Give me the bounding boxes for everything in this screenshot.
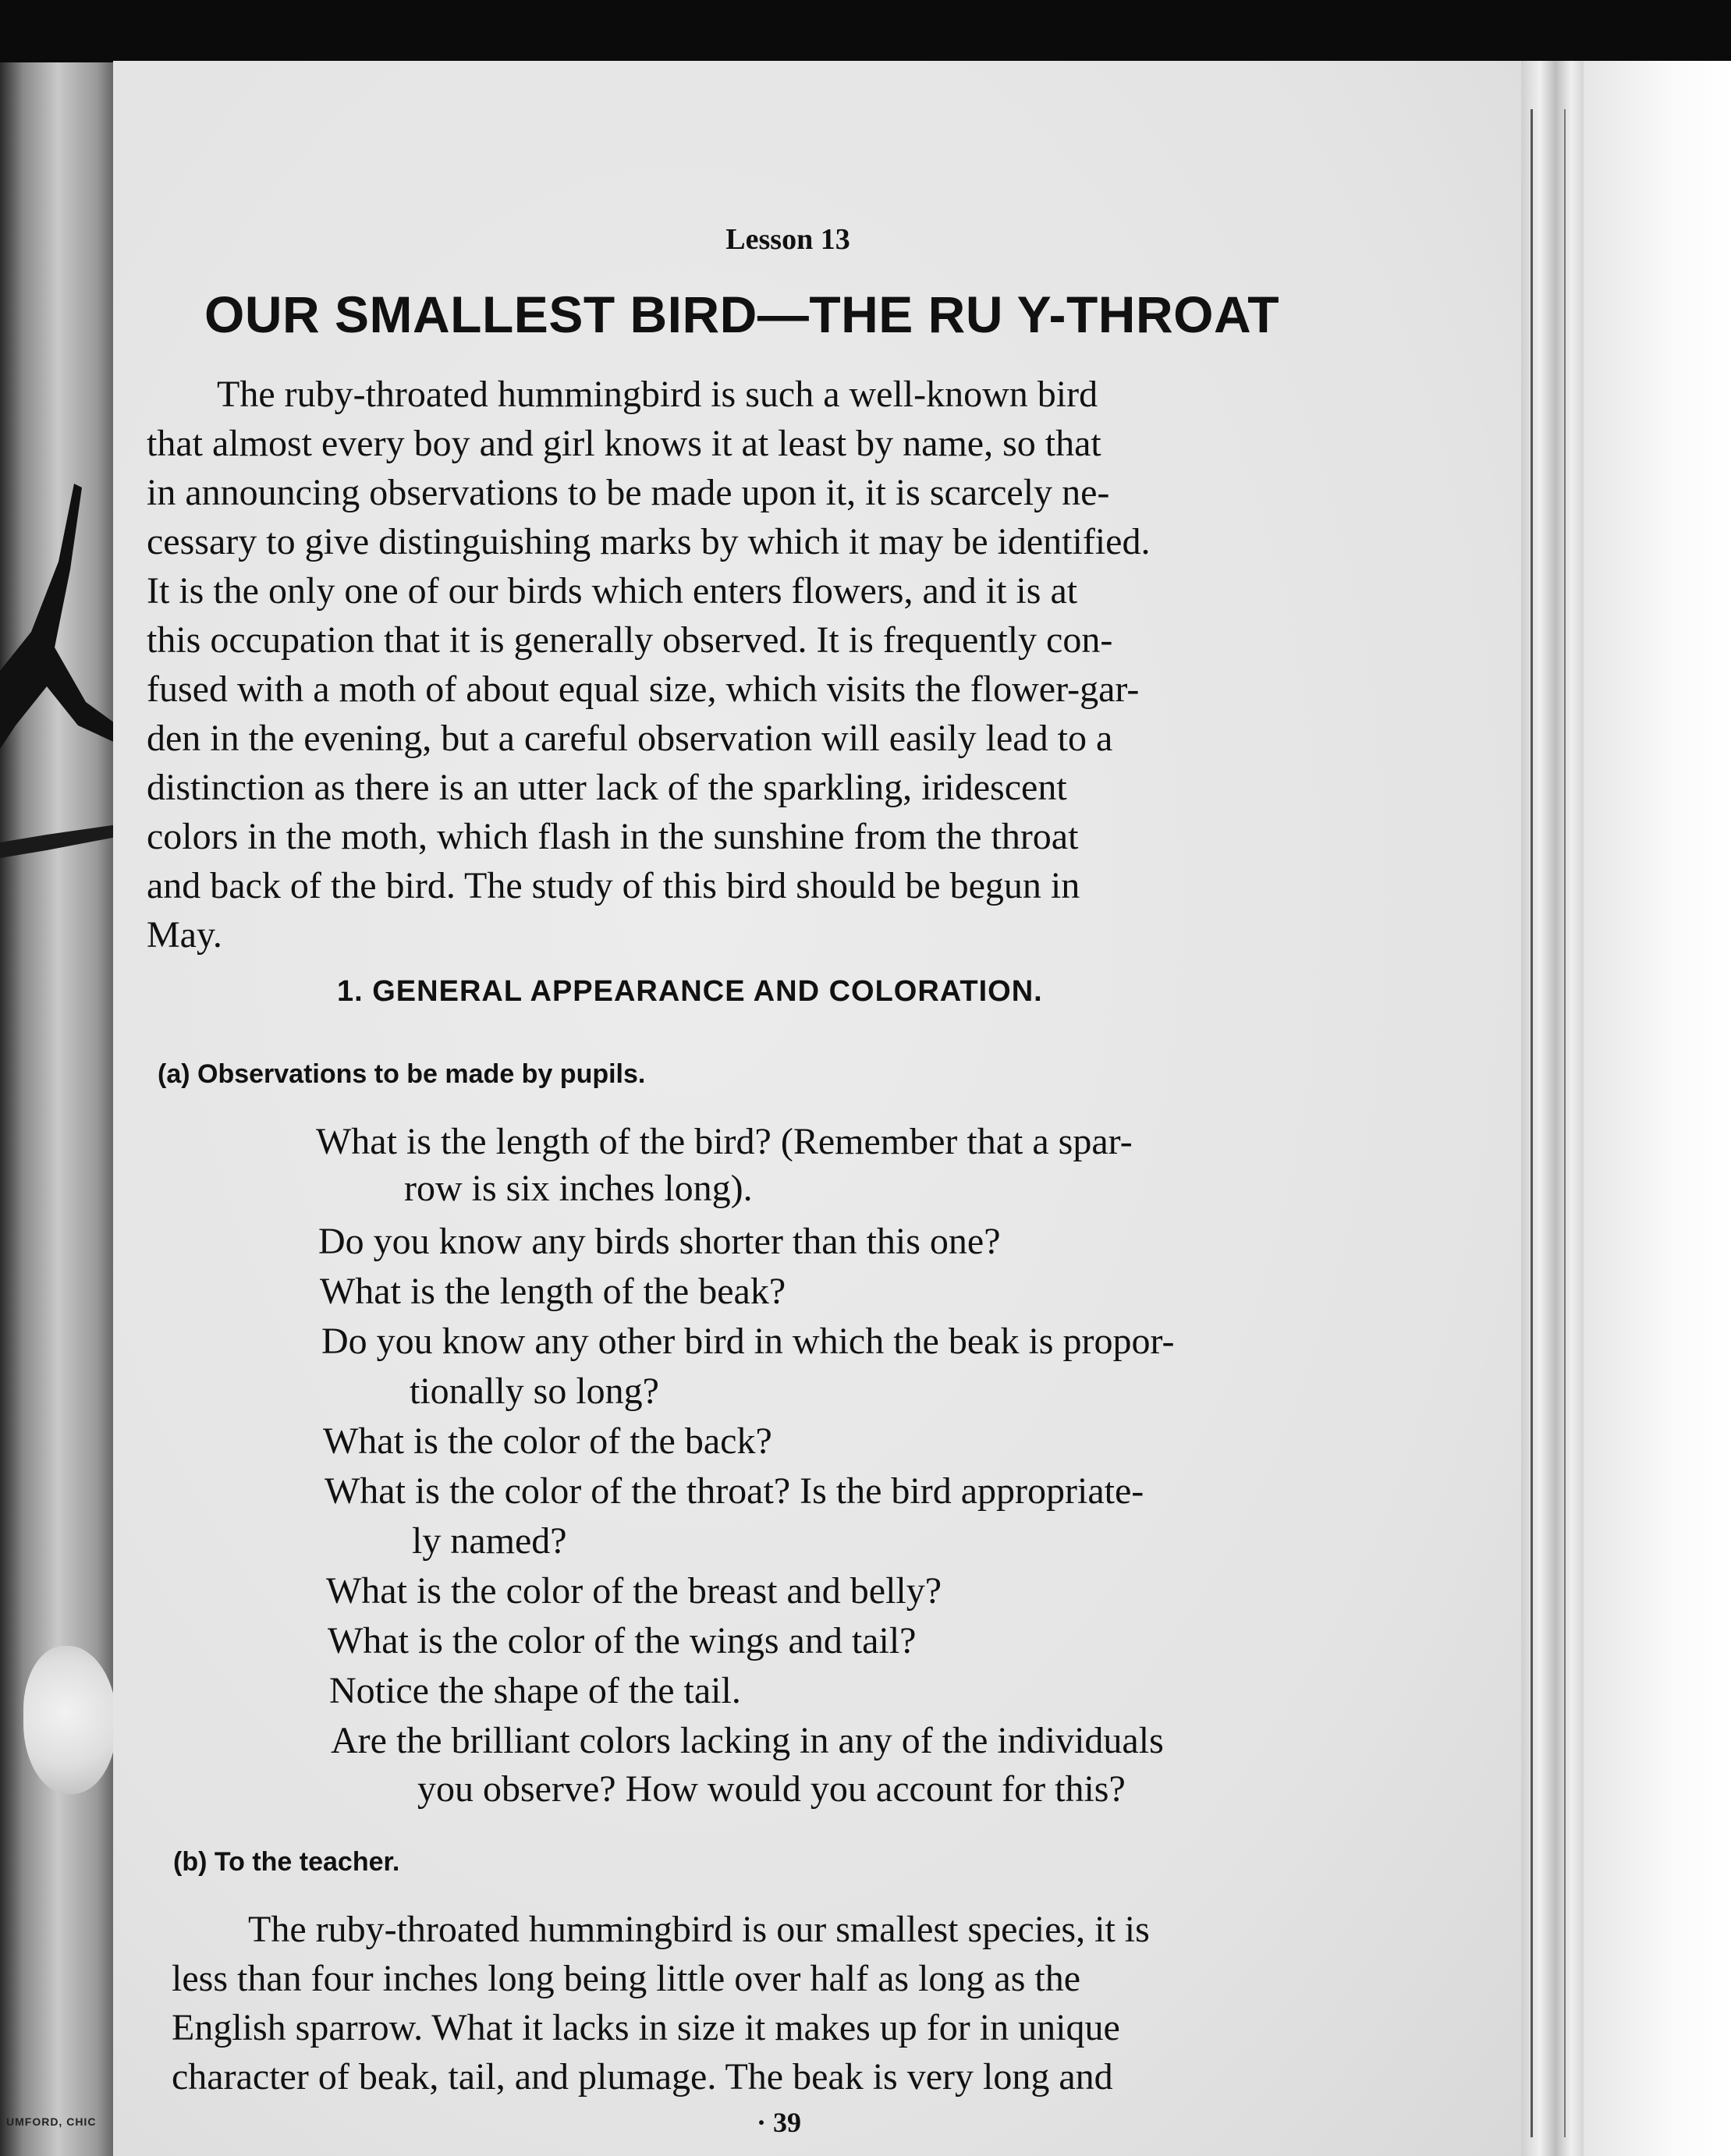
question-line: Do you know any other bird in which the beak is propor- xyxy=(321,1321,1175,1362)
intro-line: and back of the bird. The study of this bird should be begun in xyxy=(147,865,1080,906)
question-line: What is the color of the throat? Is the bird appropriate- xyxy=(325,1470,1144,1512)
publisher-imprint: UMFORD, CHIC xyxy=(6,2115,97,2128)
question-line: Do you know any birds shorter than this one? xyxy=(318,1221,1001,1262)
question-line: Are the brilliant colors lacking in any of the individuals xyxy=(331,1720,1164,1761)
question-line: What is the color of the back? xyxy=(323,1420,772,1462)
question-line: What is the length of the beak? xyxy=(320,1271,786,1312)
question-line: tionally so long? xyxy=(410,1371,659,1412)
branch-illustration-fragment xyxy=(0,468,129,874)
intro-line: fused with a moth of about equal size, which visits the flower-gar- xyxy=(147,668,1140,710)
teacher-line: character of beak, tail, and plumage. The beak is very long and xyxy=(172,2056,1113,2097)
teacher-line: English sparrow. What it lacks in size it makes up for in unique xyxy=(172,2007,1120,2048)
binding-edge-line xyxy=(1531,109,1533,2137)
question-line: What is the color of the breast and belly? xyxy=(326,1570,942,1612)
question-line: What is the color of the wings and tail? xyxy=(328,1620,917,1661)
scan-top-border xyxy=(0,0,1731,62)
intro-line: in announcing observations to be made upon it, it is scarcely ne- xyxy=(147,472,1110,513)
intro-line: this occupation that it is generally observed. It is frequently con- xyxy=(147,619,1113,661)
question-line: row is six inches long). xyxy=(404,1168,753,1209)
question-line: Notice the shape of the tail. xyxy=(329,1670,741,1711)
page-title: OUR SMALLEST BIRD—THE RU Y-THROAT xyxy=(204,285,1280,343)
section-heading: 1. GENERAL APPEARANCE AND COLORATION. xyxy=(337,975,1043,1008)
scan-right-margin xyxy=(1584,61,1731,2156)
intro-line: cessary to give distinguishing marks by which it may be identified. xyxy=(147,521,1151,562)
teacher-line: less than four inches long being little over half as long as the xyxy=(172,1958,1081,1999)
intro-line: colors in the moth, which flash in the sunshine from the throat xyxy=(147,816,1079,857)
lesson-label: Lesson 13 xyxy=(725,223,850,256)
subsection-heading-b: (b) To the teacher. xyxy=(173,1847,400,1877)
binding-edge-line xyxy=(1564,109,1566,2137)
question-line: What is the length of the bird? (Remember that a spar- xyxy=(316,1121,1133,1162)
intro-line: distinction as there is an utter lack of the sparkling, iridescent xyxy=(147,767,1067,808)
intro-line: The ruby-throated hummingbird is such a well-known bird xyxy=(217,374,1098,415)
question-line: ly named? xyxy=(412,1520,567,1562)
page-number: · 39 xyxy=(757,2107,802,2138)
adjacent-page-strip xyxy=(0,62,129,2156)
teacher-line: The ruby-throated hummingbird is our smallest species, it is xyxy=(248,1909,1150,1950)
question-line: you observe? How would you account for this? xyxy=(417,1768,1126,1810)
intro-line: den in the evening, but a careful observation will easily lead to a xyxy=(147,718,1113,759)
intro-line: that almost every boy and girl knows it at least by name, so that xyxy=(147,423,1101,464)
intro-line: It is the only one of our birds which enters flowers, and it is at xyxy=(147,570,1078,612)
subsection-heading-a: (a) Observations to be made by pupils. xyxy=(158,1059,646,1089)
intro-line: May. xyxy=(147,914,222,956)
